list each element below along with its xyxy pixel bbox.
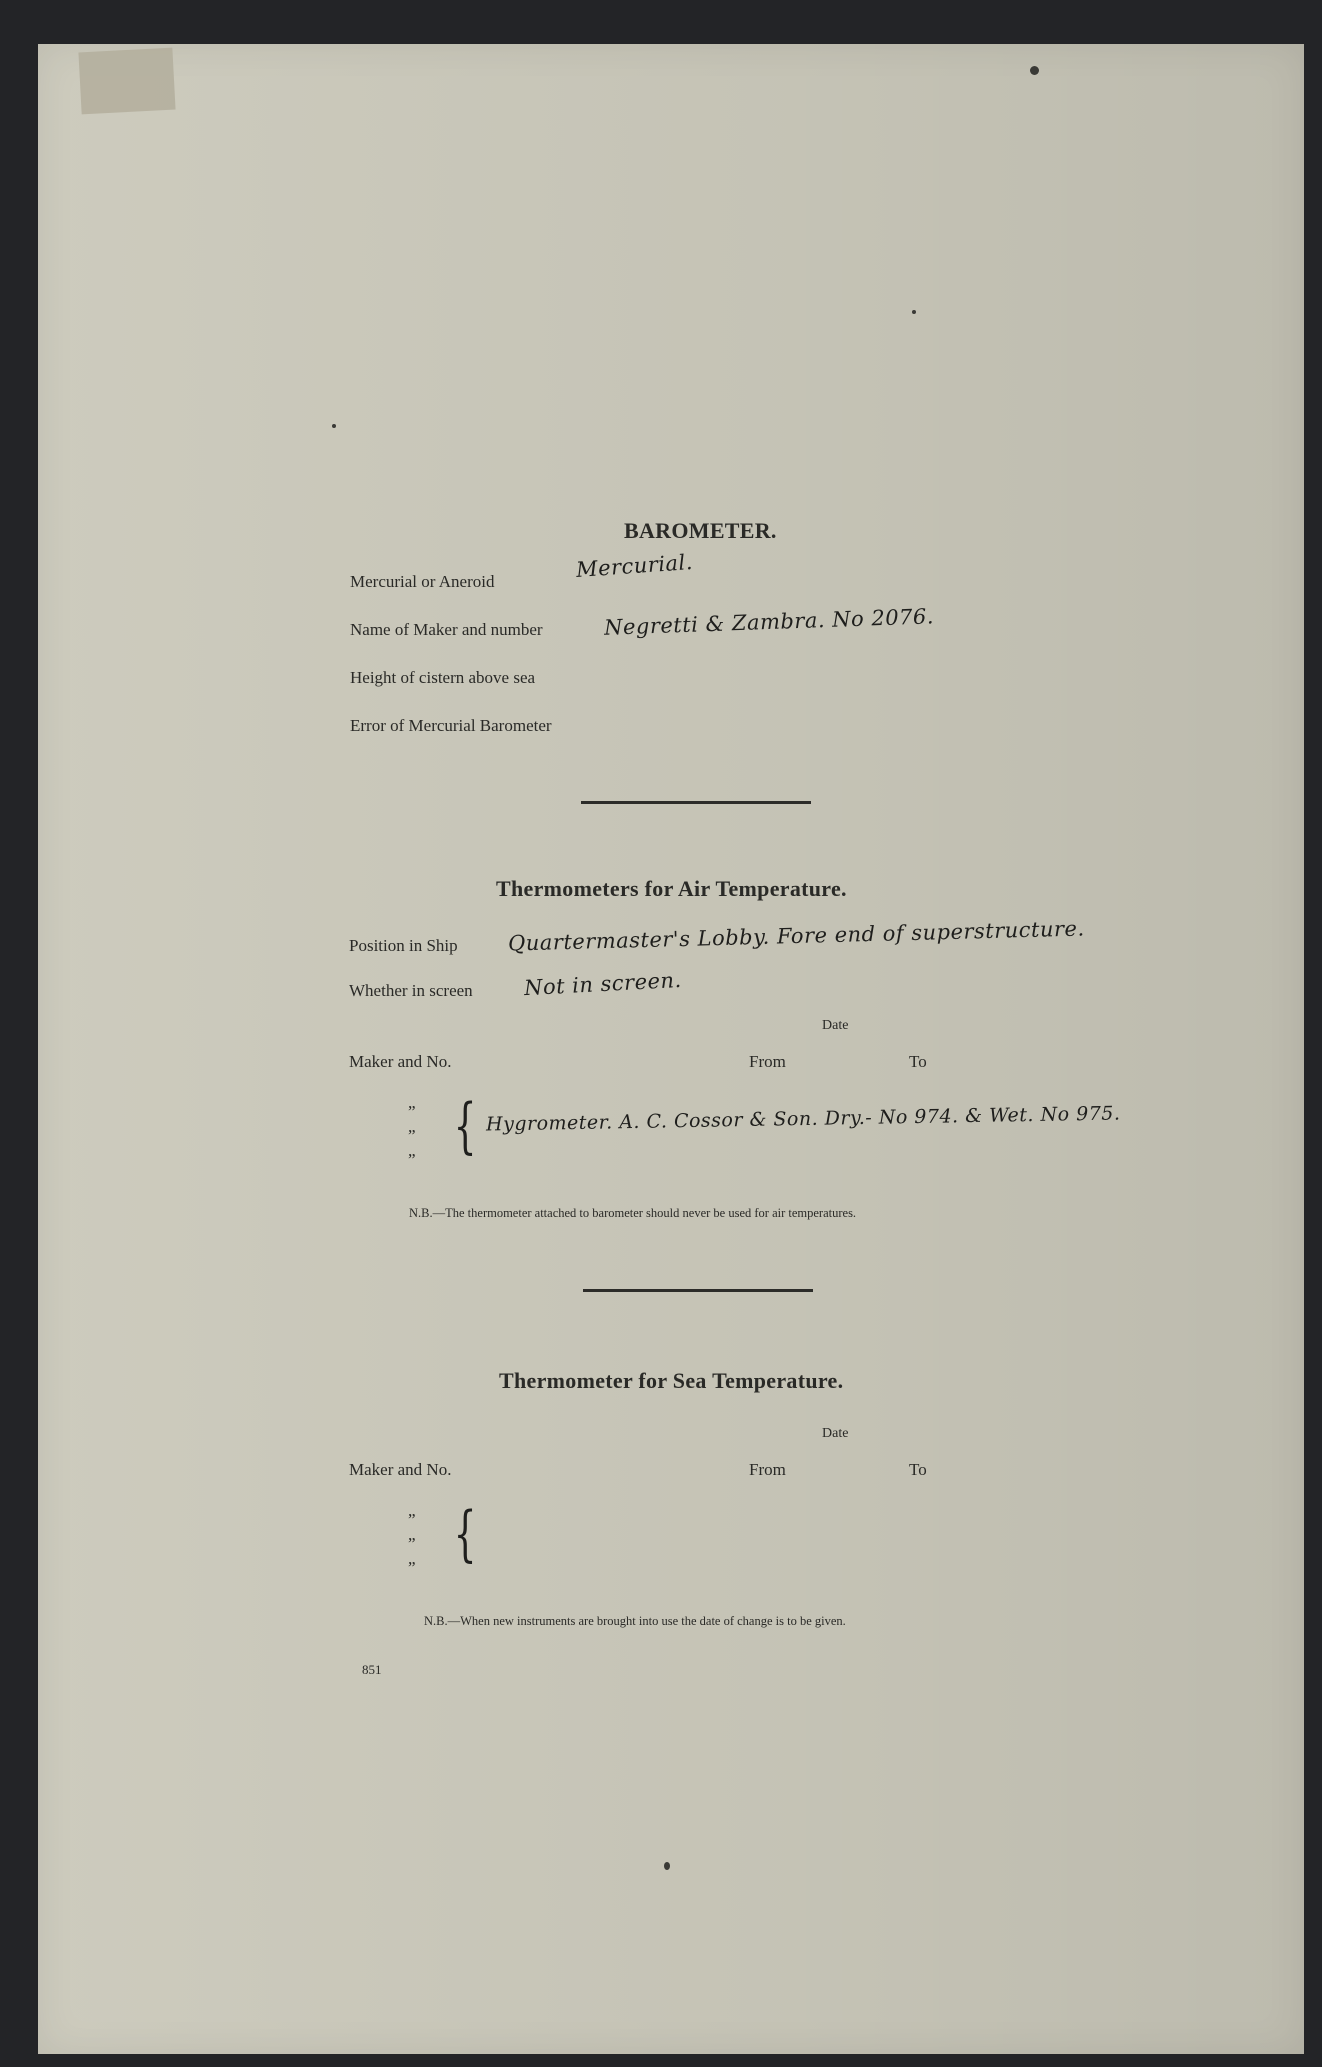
whether-in-screen-label: Whether in screen xyxy=(349,981,473,1000)
from-label: From xyxy=(749,1052,786,1071)
mercurial-aneroid-label: Mercurial or Aneroid xyxy=(350,572,495,591)
date-label: Date xyxy=(822,1018,849,1033)
tape-mark xyxy=(78,48,175,115)
ditto-mark: ” xyxy=(408,1510,416,1529)
section-divider xyxy=(581,801,811,804)
air-temperature-note: N.B.—The thermometer attached to barometer should never be used for air temperatures. xyxy=(409,1206,857,1220)
date-label: Date xyxy=(822,1426,849,1441)
ditto-mark: ” xyxy=(408,1102,416,1121)
ink-spot xyxy=(1030,66,1039,75)
section-divider xyxy=(583,1289,813,1292)
ditto-mark: ” xyxy=(408,1534,416,1553)
ditto-mark: ” xyxy=(408,1126,416,1145)
maker-no-label: Maker and No. xyxy=(349,1460,452,1479)
form-number: 851 xyxy=(362,1662,382,1677)
ink-spot xyxy=(664,1862,670,1870)
ditto-mark: ” xyxy=(408,1558,416,1577)
ditto-mark: ” xyxy=(408,1150,416,1169)
barometer-heading: BAROMETER. xyxy=(624,518,777,543)
cistern-height-label: Height of cistern above sea xyxy=(350,668,536,687)
barometer-error-label: Error of Mercurial Barometer xyxy=(350,716,552,735)
form-page xyxy=(38,44,1304,2054)
maker-number-label: Name of Maker and number xyxy=(350,620,543,639)
position-in-ship-value: Quartermaster's Lobby. Fore end of superstructure. xyxy=(507,916,1085,956)
from-label: From xyxy=(749,1460,786,1479)
brace-symbol: { xyxy=(453,1499,477,1569)
mercurial-aneroid-value: Mercurial. xyxy=(575,549,694,583)
position-in-ship-label: Position in Ship xyxy=(349,936,458,955)
maker-no-label: Maker and No. xyxy=(349,1052,452,1071)
maker-number-value: Negretti & Zambra. No 2076. xyxy=(603,604,935,640)
to-label: To xyxy=(909,1052,927,1071)
hygrometer-entry: Hygrometer. A. C. Cossor & Son. Dry.- No 974. & Wet. No 975. xyxy=(485,1102,1121,1136)
sea-temperature-note: N.B.—When new instruments are brought into use the date of change is to be given. xyxy=(424,1614,846,1628)
brace-symbol: { xyxy=(453,1091,477,1161)
ink-spot xyxy=(912,310,916,314)
air-thermometers-heading: Thermometers for Air Temperature. xyxy=(496,876,847,901)
to-label: To xyxy=(909,1460,927,1479)
ink-spot xyxy=(332,424,336,428)
whether-in-screen-value: Not in screen. xyxy=(523,967,683,1001)
sea-thermometer-heading: Thermometer for Sea Temperature. xyxy=(499,1368,844,1393)
